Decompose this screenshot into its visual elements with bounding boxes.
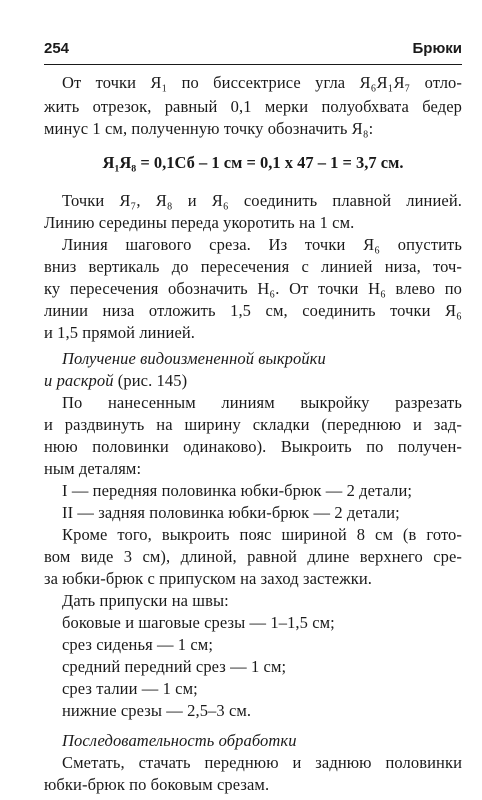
text-line: жить отрезок, равный 0,1 мерки полуобхвата бедер <box>44 97 462 116</box>
text-line: Линию середины переда укоротить на 1 см. <box>44 213 355 232</box>
list-item: срез сиденья — 1 см; <box>62 635 214 654</box>
text-line: ку пересечения обозначить Н₆. От точки Н₆ влево по <box>44 279 462 298</box>
section-heading: Получение видоизмененной выкройки <box>62 349 326 368</box>
page-number: 254 <box>44 40 70 57</box>
text-line: Точки Я₇, Я₈ и Я₆ соединить плавной линией. <box>62 191 462 210</box>
section-heading: Последовательность обработки <box>62 731 297 750</box>
text-line: минус 1 см, полученную точку обозначить Я₈: <box>44 119 374 138</box>
list-item: средний передний срез — 1 см; <box>62 657 287 676</box>
list-item: срез талии — 1 см; <box>62 679 198 698</box>
text-line: и раздвинуть на ширину складки (переднюю и зад- <box>44 415 462 434</box>
formula: Я₁Я₈ = 0,1Сб – 1 см = 0,1 x 47 – 1 = 3,7 см. <box>102 153 404 172</box>
text-line: юбки-брюк по боковым срезам. <box>44 775 270 794</box>
list-item: боковые и шаговые срезы — 1–1,5 см; <box>62 613 335 632</box>
page-header <box>44 40 462 65</box>
text-line: Линия шагового среза. Из точки Я₆ опустить <box>62 235 462 254</box>
text-line: вом виде 3 см), длиной, равной длине верхнего сре- <box>44 547 462 566</box>
running-title: Брюки <box>412 40 462 57</box>
text-line: вниз вертикаль до пересечения с линией низа, точ- <box>44 257 462 276</box>
list-item: II — задняя половинка юбки-брюк — 2 детали; <box>62 503 400 522</box>
text-line: Сметать, стачать переднюю и заднюю половинки <box>62 753 462 772</box>
list-item: I — передняя половинка юбки-брюк — 2 детали; <box>62 481 413 500</box>
list-item: нижние срезы — 2,5–3 см. <box>62 701 252 720</box>
book-page <box>44 0 462 800</box>
section-heading-line-2 <box>44 370 462 392</box>
text-line: По нанесенным линиям выкройку разрезать <box>62 393 462 412</box>
text-line: Кроме того, выкроить пояс шириной 8 см (в гото- <box>62 525 462 544</box>
text-line: за юбки-брюк с припуском на заход застежки. <box>44 569 372 588</box>
text-line: ным деталям: <box>44 459 142 478</box>
text-line: линии низа отложить 1,5 см, соединить точки Я₆ <box>44 301 462 320</box>
text-line: нюю половинки одинаково). Выкроить по получен- <box>44 437 462 456</box>
section-heading-italic: и раскрой <box>44 371 114 390</box>
text-line: Дать припуски на швы: <box>62 591 229 610</box>
figure-reference: (рис. 145) <box>113 371 188 390</box>
text-line: и 1,5 прямой линией. <box>44 323 196 342</box>
text-line: От точки Я₁ по биссектрисе угла Я₆Я₁Я₇ отло- <box>62 73 462 92</box>
